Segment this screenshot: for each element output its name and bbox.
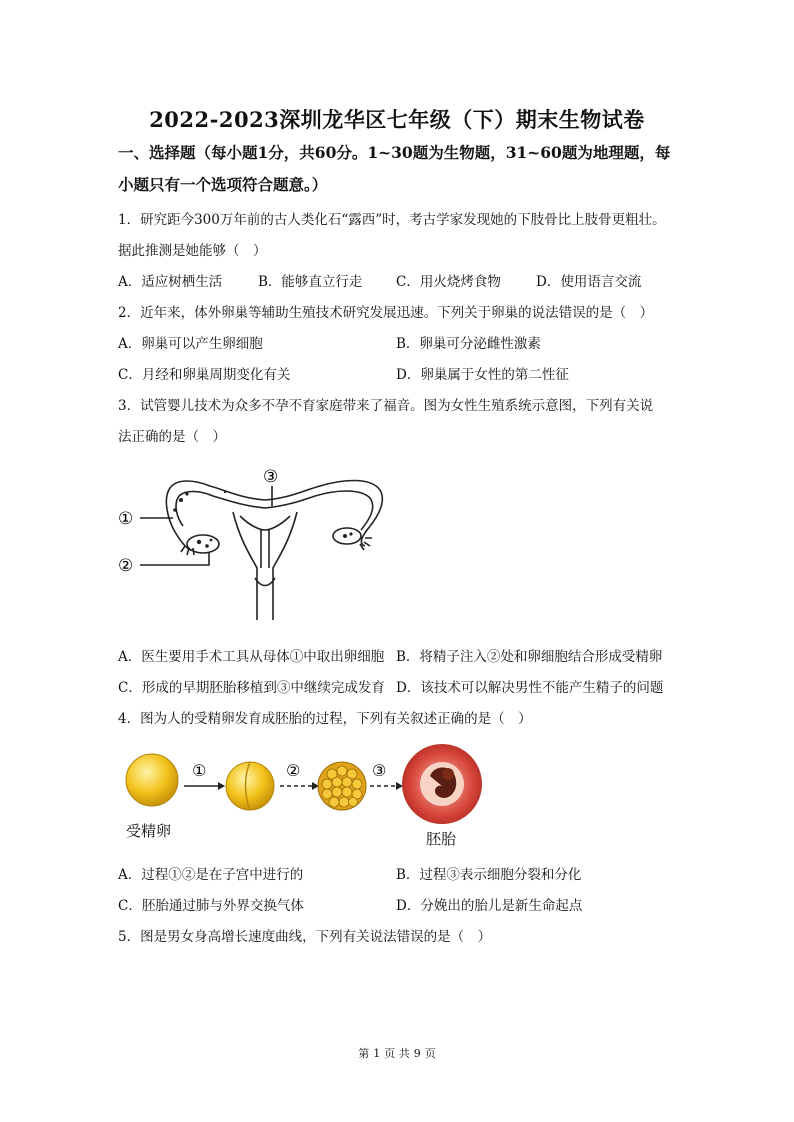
q3-option-a: A．医生要用手术工具从母体①中取出卵细胞 bbox=[118, 649, 385, 665]
q2-option-b: B．卵巢可分泌雌性激素 bbox=[396, 336, 541, 352]
section-heading-line2: 小题只有一个选项符合题意。） bbox=[118, 175, 328, 194]
q1-option-c: C．用火烧烤食物 bbox=[396, 274, 501, 290]
section-heading-line1: 一、选择题（每小题1分，共60分。1~30题为生物题，31~60题为地理题，每 bbox=[118, 143, 671, 162]
q4-option-d: D．分娩出的胎儿是新生命起点 bbox=[396, 898, 583, 914]
page-title: 2022-2023深圳龙华区七年级（下）期末生物试卷 bbox=[149, 107, 645, 132]
q1-option-b: B．能够直立行走 bbox=[258, 274, 363, 290]
q4-option-a: A．过程①②是在子宫中进行的 bbox=[118, 867, 304, 883]
q3-option-d: D．该技术可以解决男性不能产生精子的问题 bbox=[396, 680, 664, 696]
q2-option-a: A．卵巢可以产生卵细胞 bbox=[118, 336, 263, 352]
footer-total-pages: 9 bbox=[413, 1047, 421, 1060]
embryo-development-figure bbox=[120, 740, 490, 850]
two-cell-stage-icon bbox=[226, 762, 274, 810]
page-footer bbox=[0, 1045, 794, 1061]
q3-stem-line1: 3．试管婴儿技术为众多不孕不育家庭带来了福音。图为女性生殖系统示意图，下列有关说 bbox=[118, 398, 654, 414]
q2-stem-line1: 2．近年来，体外卵巢等辅助生殖技术研究发展迅速。下列关于卵巢的说法错误的是（ ） bbox=[118, 305, 654, 321]
female-reproductive-system-figure bbox=[115, 460, 395, 630]
embryo-caption: 胚胎 bbox=[426, 830, 457, 848]
q2-option-c: C．月经和卵巢周期变化有关 bbox=[118, 367, 291, 383]
q1-stem-line2: 据此推测是她能够（ ） bbox=[118, 243, 267, 259]
zygote-icon bbox=[126, 754, 178, 806]
q3-option-b: B．将精子注入②处和卵细胞结合形成受精卵 bbox=[396, 649, 663, 665]
footer-mid: 页 共 bbox=[384, 1047, 410, 1060]
step-3-label: ③ bbox=[372, 761, 387, 780]
q1-stem-line1: 1．研究距今300万年前的古人类化石“露西”时，考古学家发现她的下肢骨比上肢骨更粗壮。 bbox=[118, 212, 666, 228]
q2-option-d: D．卵巢属于女性的第二性征 bbox=[396, 367, 569, 383]
label-1: ① bbox=[118, 509, 134, 529]
footer-post: 页 bbox=[424, 1047, 436, 1060]
footer-pre: 第 bbox=[358, 1047, 370, 1060]
step-2-label: ② bbox=[286, 761, 301, 780]
q3-stem-line2: 法正确的是（ ） bbox=[118, 429, 226, 445]
label-3: ③ bbox=[263, 467, 279, 487]
label-2: ② bbox=[118, 556, 134, 576]
q1-option-d: D．使用语言交流 bbox=[536, 274, 642, 290]
q1-option-a: A．适应树栖生活 bbox=[118, 274, 223, 290]
zygote-caption: 受精卵 bbox=[126, 822, 172, 840]
q4-option-c: C．胚胎通过肺与外界交换气体 bbox=[118, 898, 304, 914]
q4-option-b: B．过程③表示细胞分裂和分化 bbox=[396, 867, 582, 883]
q3-option-c: C．形成的早期胚胎移植到③中继续完成发育 bbox=[118, 680, 385, 696]
uterus-diagram bbox=[115, 460, 395, 630]
q5-stem-line1: 5．图是男女身高增长速度曲线，下列有关说法错误的是（ ） bbox=[118, 929, 492, 945]
embryo-icon bbox=[402, 744, 482, 824]
footer-page-number: 1 bbox=[373, 1047, 381, 1060]
morula-icon bbox=[318, 762, 366, 810]
q4-stem-line1: 4．图为人的受精卵发育成胚胎的过程，下列有关叙述正确的是（ ） bbox=[118, 711, 532, 727]
step-1-label: ① bbox=[192, 761, 207, 780]
